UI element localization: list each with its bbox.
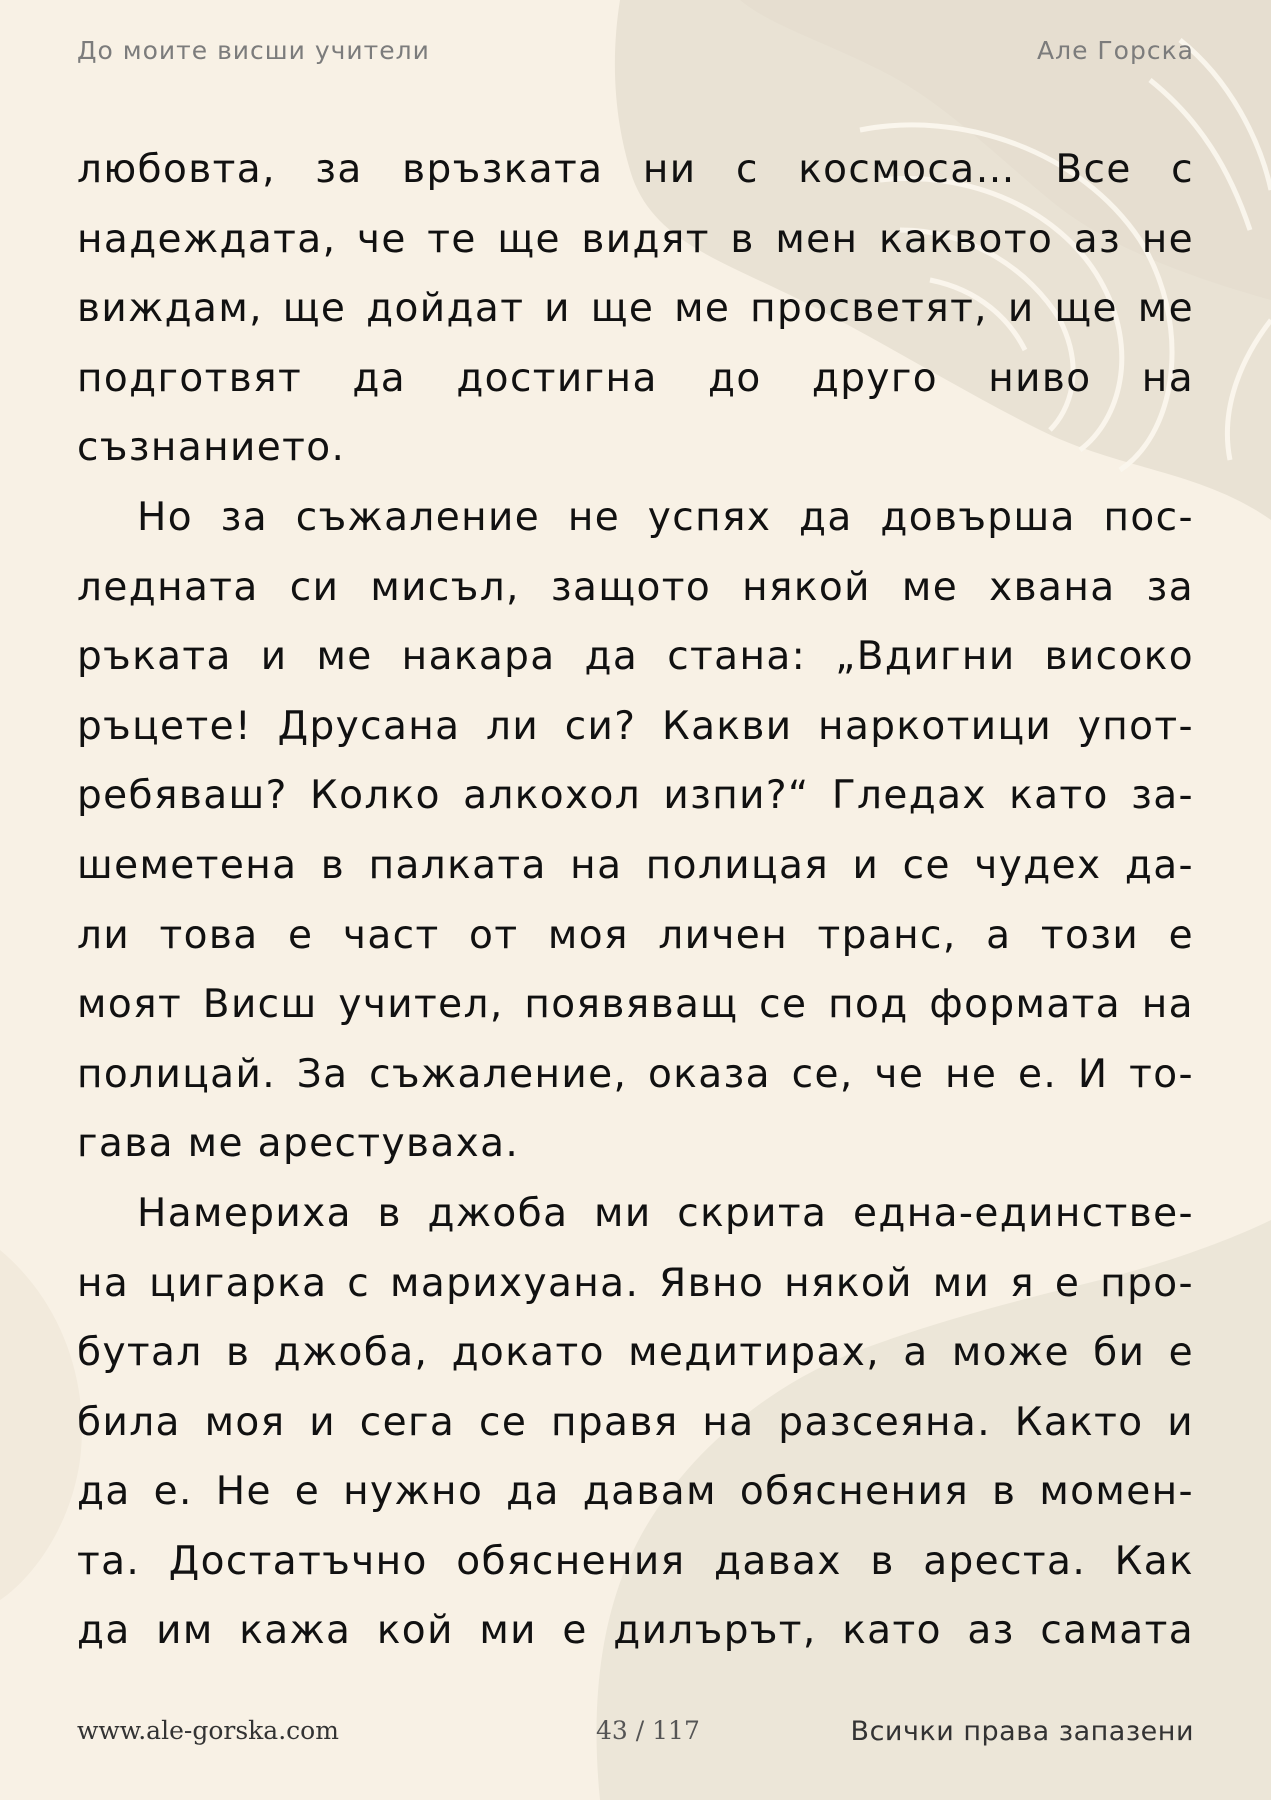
author-name: Але Горска [1037, 36, 1194, 65]
page-number: 43 / 117 [596, 1716, 700, 1745]
text-line: Намериха в джоба ми скрита една-единстве- [137, 1190, 1194, 1236]
text-line: шеметена в палката на полицая и се чудех да- [77, 842, 1194, 888]
website-link[interactable]: www.ale-gorska.com [77, 1716, 339, 1745]
text-line: да им кажа кой ми е дилърът, като аз самата [77, 1608, 1194, 1654]
page-footer [77, 1716, 1194, 1750]
text-line: на цигарка с марихуана. Явно някой ми я е про- [77, 1260, 1194, 1306]
text-line: гава ме арестуваха. [77, 1121, 520, 1167]
text-line: надеждата, че те ще видят в мен каквото аз не [77, 216, 1194, 262]
page-header [77, 36, 1194, 66]
text-line: съзнанието. [77, 425, 346, 471]
text-line: ръката и ме накара да стана: „Вдигни високо [77, 634, 1194, 680]
copyright-notice: Всички права запазени [850, 1716, 1194, 1747]
text-line: ледната си мисъл, защото някой ме хвана за [77, 564, 1194, 610]
text-line: полицай. За съжаление, оказа се, че не е. И то- [77, 1051, 1194, 1097]
text-line: да е. Не е нужно да давам обяснения в момен- [77, 1469, 1194, 1515]
text-line: виждам, ще дойдат и ще ме просветят, и ще ме [77, 286, 1194, 332]
text-line: ръцете! Друсана ли си? Какви наркотици упот- [77, 703, 1194, 749]
text-line: любовта, за връзката ни с космоса… Все с [77, 147, 1194, 192]
text-line: подготвят да достигна до друго ниво на [77, 355, 1194, 401]
text-line: ребяваш? Колко алкохол изпи?“ Гледах като за- [77, 773, 1194, 819]
text-line: Но за съжаление не успях да довърша пос- [137, 494, 1194, 540]
book-title: До моите висши учители [77, 36, 430, 65]
body-text [77, 135, 1194, 1666]
text-line: моят Висш учител, появяващ се под формата на [77, 982, 1194, 1028]
text-line: ли това е част от моя личен транс, а този е [77, 912, 1194, 958]
text-line: та. Достатъчно обяснения давах в ареста. Как [77, 1538, 1194, 1584]
text-line: била моя и сега се правя на разсеяна. Както и [77, 1399, 1194, 1445]
text-line: бутал в джоба, докато медитирах, а може би е [77, 1330, 1194, 1376]
